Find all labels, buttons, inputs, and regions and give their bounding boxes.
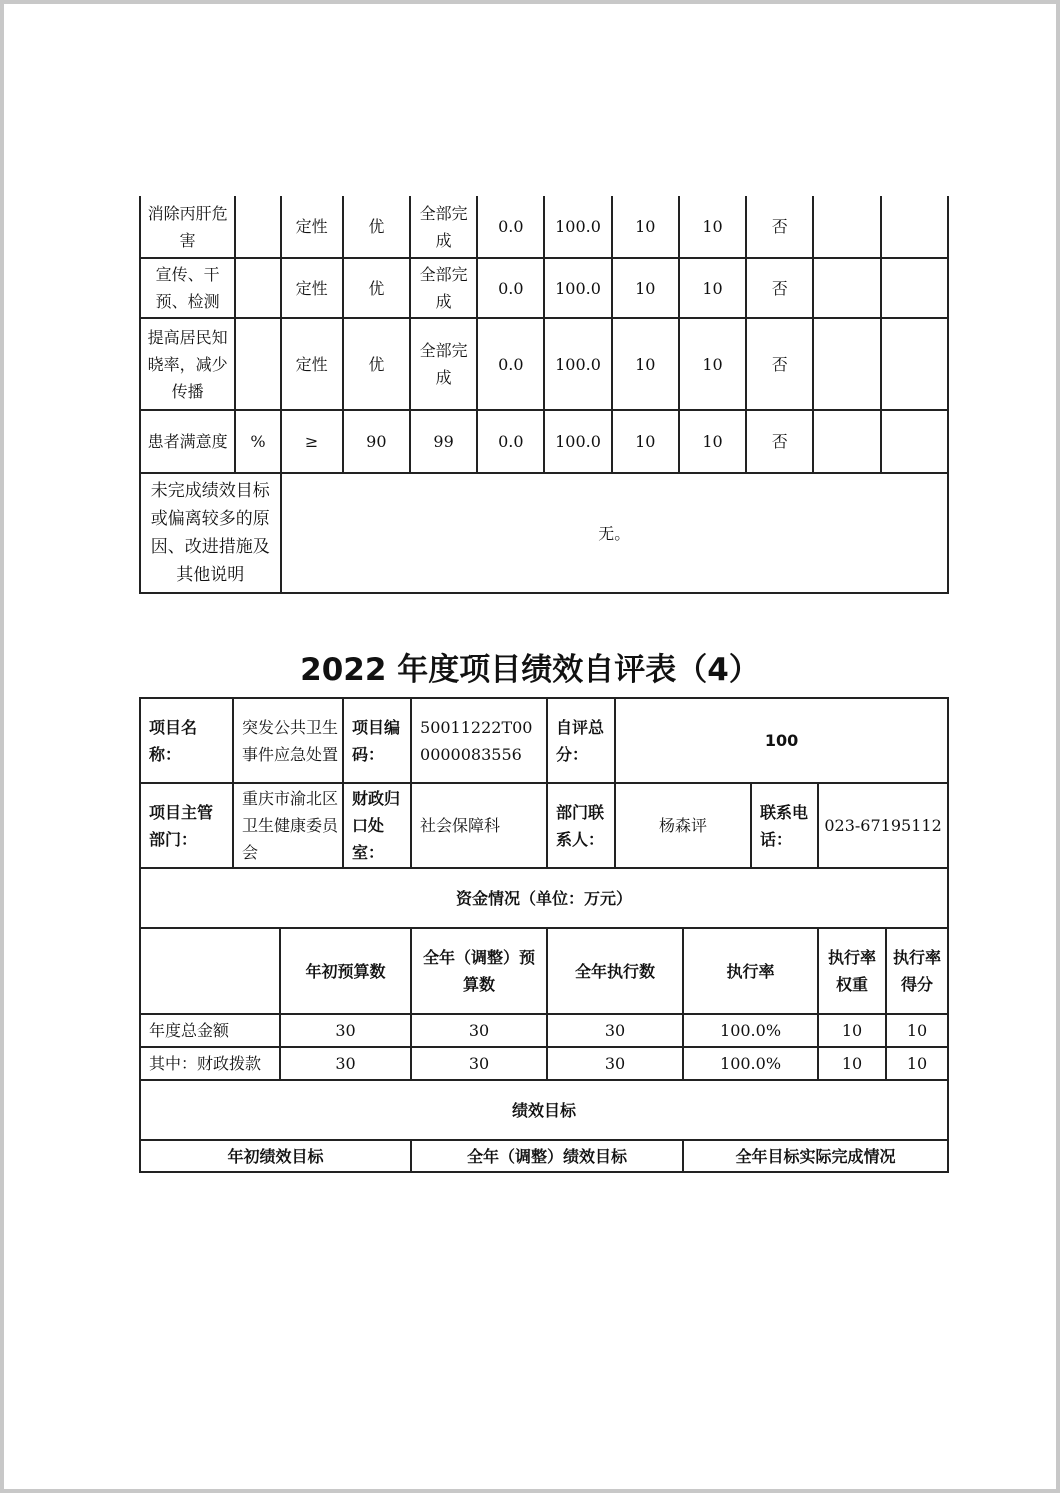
goals-header: 绩效目标 [140, 1080, 948, 1140]
indicator-empty [813, 258, 880, 318]
indicator-empty [813, 410, 880, 473]
indicator-empty [881, 196, 948, 258]
phone-label: 联系电话： [751, 783, 818, 868]
funds-col-weight: 执行率权重 [818, 928, 886, 1014]
indicator-flag: 否 [746, 410, 813, 473]
indicator-deviation: 0.0 [477, 410, 544, 473]
table-row [140, 196, 948, 258]
indicator-name: 消除丙肝危害 [140, 196, 235, 258]
indicator-name: 提高居民知晓率，减少传播 [140, 318, 235, 410]
indicator-unit [235, 196, 280, 258]
indicator-target: 优 [343, 258, 410, 318]
indicator-weight: 10 [612, 258, 679, 318]
indicator-operator: ≥ [281, 410, 343, 473]
indicator-deviation: 0.0 [477, 196, 544, 258]
funds-col-score: 执行率得分 [886, 928, 948, 1014]
indicator-name: 患者满意度 [140, 410, 235, 473]
indicator-actual: 全部完成 [410, 318, 477, 410]
indicator-empty [881, 258, 948, 318]
finance-value: 社会保障科 [411, 783, 547, 868]
indicator-actual: 全部完成 [410, 258, 477, 318]
funds-row-label: 其中：财政拨款 [140, 1047, 280, 1080]
funds-executed: 30 [547, 1014, 683, 1047]
indicator-score: 10 [679, 258, 746, 318]
funds-col-rate: 执行率 [683, 928, 818, 1014]
indicator-unit: % [235, 410, 280, 473]
project-code-label: 项目编码： [343, 698, 411, 783]
project-name-value: 突发公共卫生事件应急处置 [233, 698, 343, 783]
self-evaluation-form [139, 697, 949, 1173]
funds-score: 10 [886, 1047, 948, 1080]
indicator-empty [881, 318, 948, 410]
form-title: 2022 年度项目绩效自评表（4） [300, 652, 760, 688]
funds-budget: 30 [280, 1047, 411, 1080]
indicator-flag: 否 [746, 318, 813, 410]
table-row [140, 1080, 948, 1140]
funds-adjusted: 30 [411, 1047, 547, 1080]
project-code-value: 50011222T000000083556 [411, 698, 547, 783]
project-name-label: 项目名称： [140, 698, 233, 783]
indicator-score: 10 [679, 318, 746, 410]
funds-col-adjusted: 全年（调整）预算数 [411, 928, 547, 1014]
table-row [140, 410, 948, 473]
contact-label: 部门联系人： [547, 783, 615, 868]
document-page [4, 4, 1056, 1489]
table-row [140, 698, 948, 783]
table-row [140, 1014, 948, 1047]
note-value: 无。 [281, 473, 949, 593]
indicator-weight: 10 [612, 196, 679, 258]
indicator-table [139, 196, 949, 594]
table-row [140, 783, 948, 868]
indicator-name: 宣传、干预、检测 [140, 258, 235, 318]
indicator-score: 10 [679, 410, 746, 473]
funds-adjusted: 30 [411, 1014, 547, 1047]
table-row [140, 928, 948, 1014]
indicator-rate: 100.0 [544, 196, 611, 258]
indicator-deviation: 0.0 [477, 258, 544, 318]
funds-rate: 100.0% [683, 1047, 818, 1080]
funds-row-label: 年度总金额 [140, 1014, 280, 1047]
funds-executed: 30 [547, 1047, 683, 1080]
goal-col-adjusted: 全年（调整）绩效目标 [411, 1140, 683, 1172]
indicator-operator: 定性 [281, 318, 343, 410]
indicator-actual: 99 [410, 410, 477, 473]
indicator-actual: 全部完成 [410, 196, 477, 258]
goal-col-initial: 年初绩效目标 [140, 1140, 411, 1172]
indicator-target: 优 [343, 196, 410, 258]
funds-col-executed: 全年执行数 [547, 928, 683, 1014]
indicator-empty [813, 318, 880, 410]
indicator-score: 10 [679, 196, 746, 258]
funds-col-budget: 年初预算数 [280, 928, 411, 1014]
indicator-empty [813, 196, 880, 258]
table-row [140, 1047, 948, 1080]
table-row [140, 473, 948, 593]
indicator-unit [235, 258, 280, 318]
indicator-operator: 定性 [281, 258, 343, 318]
indicator-deviation: 0.0 [477, 318, 544, 410]
indicator-flag: 否 [746, 196, 813, 258]
indicator-rate: 100.0 [544, 410, 611, 473]
indicator-weight: 10 [612, 318, 679, 410]
funds-budget: 30 [280, 1014, 411, 1047]
indicator-flag: 否 [746, 258, 813, 318]
table-row [140, 258, 948, 318]
funds-weight: 10 [818, 1014, 886, 1047]
self-score-label: 自评总分： [547, 698, 615, 783]
self-score-value: 100 [615, 698, 948, 783]
funds-weight: 10 [818, 1047, 886, 1080]
note-label: 未完成绩效目标或偏离较多的原因、改进措施及其他说明 [140, 473, 281, 593]
indicator-target: 90 [343, 410, 410, 473]
contact-value: 杨森评 [615, 783, 751, 868]
indicator-operator: 定性 [281, 196, 343, 258]
table-row [140, 868, 948, 928]
funds-rate: 100.0% [683, 1014, 818, 1047]
phone-value: 023-67195112 [818, 783, 948, 868]
indicator-rate: 100.0 [544, 258, 611, 318]
indicator-weight: 10 [612, 410, 679, 473]
dept-label: 项目主管部门： [140, 783, 233, 868]
funds-score: 10 [886, 1014, 948, 1047]
funds-corner [140, 928, 280, 1014]
finance-label: 财政归口处室： [343, 783, 411, 868]
indicator-target: 优 [343, 318, 410, 410]
table-row [140, 1140, 948, 1172]
table-row [140, 318, 948, 410]
goal-col-actual: 全年目标实际完成情况 [683, 1140, 948, 1172]
dept-value: 重庆市渝北区卫生健康委员会 [233, 783, 343, 868]
funds-header: 资金情况（单位：万元） [140, 868, 948, 928]
indicator-rate: 100.0 [544, 318, 611, 410]
indicator-unit [235, 318, 280, 410]
indicator-empty [881, 410, 948, 473]
